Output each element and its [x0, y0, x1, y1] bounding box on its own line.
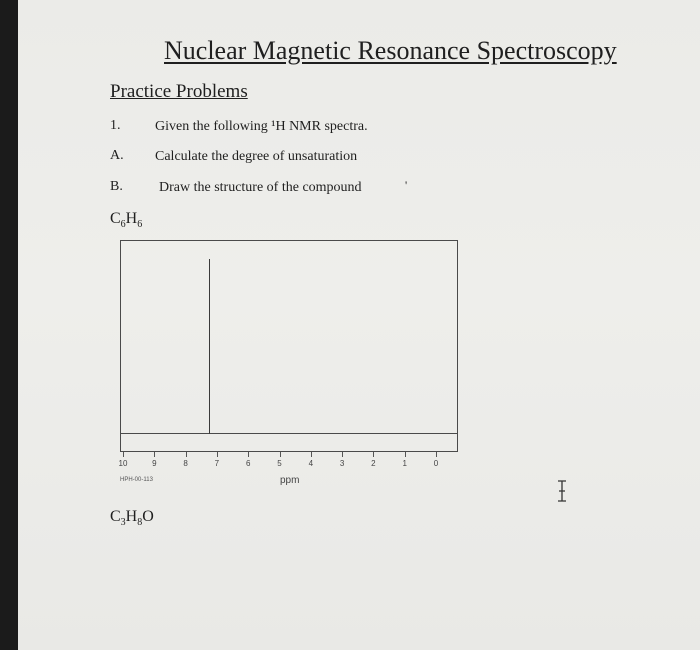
x-axis-label: ppm	[280, 475, 300, 486]
item-number-1: 1.	[110, 118, 121, 133]
nmr-spectrum-frame	[120, 240, 458, 452]
x-tick-label: 10	[118, 459, 128, 468]
x-tick-label: 9	[152, 459, 157, 468]
x-tick-mark	[405, 452, 406, 457]
item-text-a: Calculate the degree of unsaturation	[155, 149, 358, 164]
formula-c6h6: $C_6H_6$	[110, 210, 143, 231]
stray-mark: '	[405, 178, 408, 192]
x-tick-mark	[154, 452, 155, 457]
x-tick-label: 0	[433, 459, 439, 468]
x-tick-mark	[311, 452, 312, 457]
item-text-b: Draw the structure of the compound	[159, 180, 362, 195]
x-tick-mark	[217, 452, 218, 457]
x-tick-mark	[186, 452, 187, 457]
item-text-1: Given the following ¹H NMR spectra.	[155, 119, 368, 134]
x-tick-label: 8	[183, 459, 188, 468]
formula-c3h8o: $C_3H_8O$	[110, 508, 154, 529]
x-tick-label: 7	[214, 459, 220, 468]
section-heading: Practice Problems	[110, 81, 248, 102]
x-tick-mark	[123, 452, 124, 457]
page-title: Nuclear Magnetic Resonance Spectroscopy	[164, 36, 617, 65]
x-tick-label: 4	[308, 459, 314, 468]
spectrum-baseline	[121, 433, 457, 434]
x-tick-label: 3	[339, 459, 345, 468]
item-label-a: A.	[110, 148, 124, 163]
x-tick-label: 2	[371, 459, 376, 468]
x-tick-mark	[373, 452, 374, 457]
x-tick-mark	[248, 452, 249, 457]
x-tick-mark	[342, 452, 343, 457]
document-page	[18, 0, 700, 650]
x-tick-mark	[280, 452, 281, 457]
x-tick-label: 1	[402, 459, 407, 468]
spectrum-code: HPH-00-113	[120, 477, 153, 483]
x-tick-label: 5	[277, 459, 282, 468]
item-label-b: B.	[110, 179, 123, 194]
x-tick-mark	[436, 452, 437, 457]
spectrum-peak	[209, 259, 210, 434]
text-cursor-icon	[556, 480, 568, 502]
x-tick-label: 6	[245, 459, 251, 468]
